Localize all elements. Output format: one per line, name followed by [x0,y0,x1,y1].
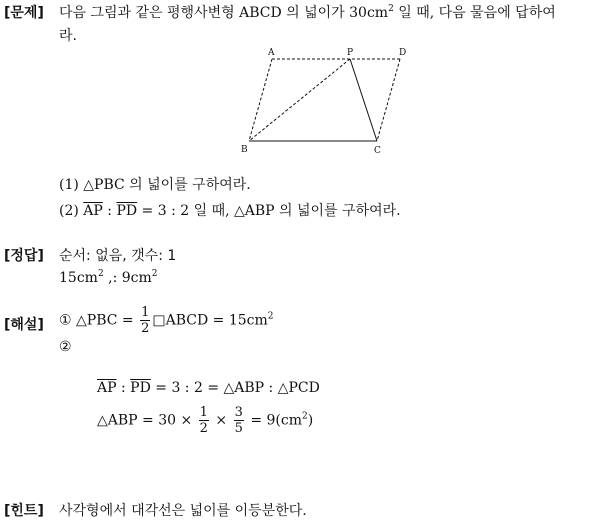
explanation-label: [해설] [4,317,44,333]
vertex-p-label: P [347,48,354,58]
fraction-half-2: $\frac{1}{2}$ [199,405,208,436]
hint-text: 사각형에서 대각선은 넓이를 이등분한다. [59,503,307,519]
explanation-area: △ABP = 30 × $\frac{1}{2}$ × $\frac{3}{5}$ = $9(cm^2)$ [97,405,314,436]
vertex-a-label: A [268,48,275,58]
answer-label: [정답] [4,248,44,264]
parallelogram-figure [238,44,418,159]
side-dc [377,59,400,141]
explanation-step-2: ② [59,339,72,355]
answer-values: $15cm^2$ ,: $9cm^2$ [59,269,158,286]
question-2: (2) $\overline{AP}$ : $\overline{PD} = 3$ : 2 일 때, △ABP 의 넓이를 구하여라. [59,203,401,219]
side-ab [249,59,272,141]
question-1: (1) △PBC 의 넓이를 구하여라. [59,177,251,193]
explanation-ratio: $\overline{AP}$ : $\overline{PD} = 3$ : 2 = △ABP : △PCD [97,380,320,396]
explanation-step-1: ① △PBC = $\frac{1}{2}$ □ABCD = $15cm^2$ [59,305,274,336]
hint-label: [힌트] [4,503,44,519]
fraction-three-fifths: $\frac{3}{5}$ [234,405,243,436]
answer-meta: 순서: 없음, 갯수: 1 [59,248,177,264]
vertex-b-label: B [241,145,248,155]
problem-text-line2: 라. [59,28,77,44]
segment-pc [350,59,377,141]
segment-pb [249,59,350,141]
fraction-half: $\frac{1}{2}$ [141,305,150,336]
vertex-c-label: C [374,146,381,156]
problem-text-line1: 다음 그림과 같은 평행사변형 ABCD 의 넓이가 $30cm^2$ 일 때, 다음 물음에 답하여 [59,4,556,21]
problem-label: [문제] [4,5,44,21]
vertex-d-label: D [399,48,407,58]
